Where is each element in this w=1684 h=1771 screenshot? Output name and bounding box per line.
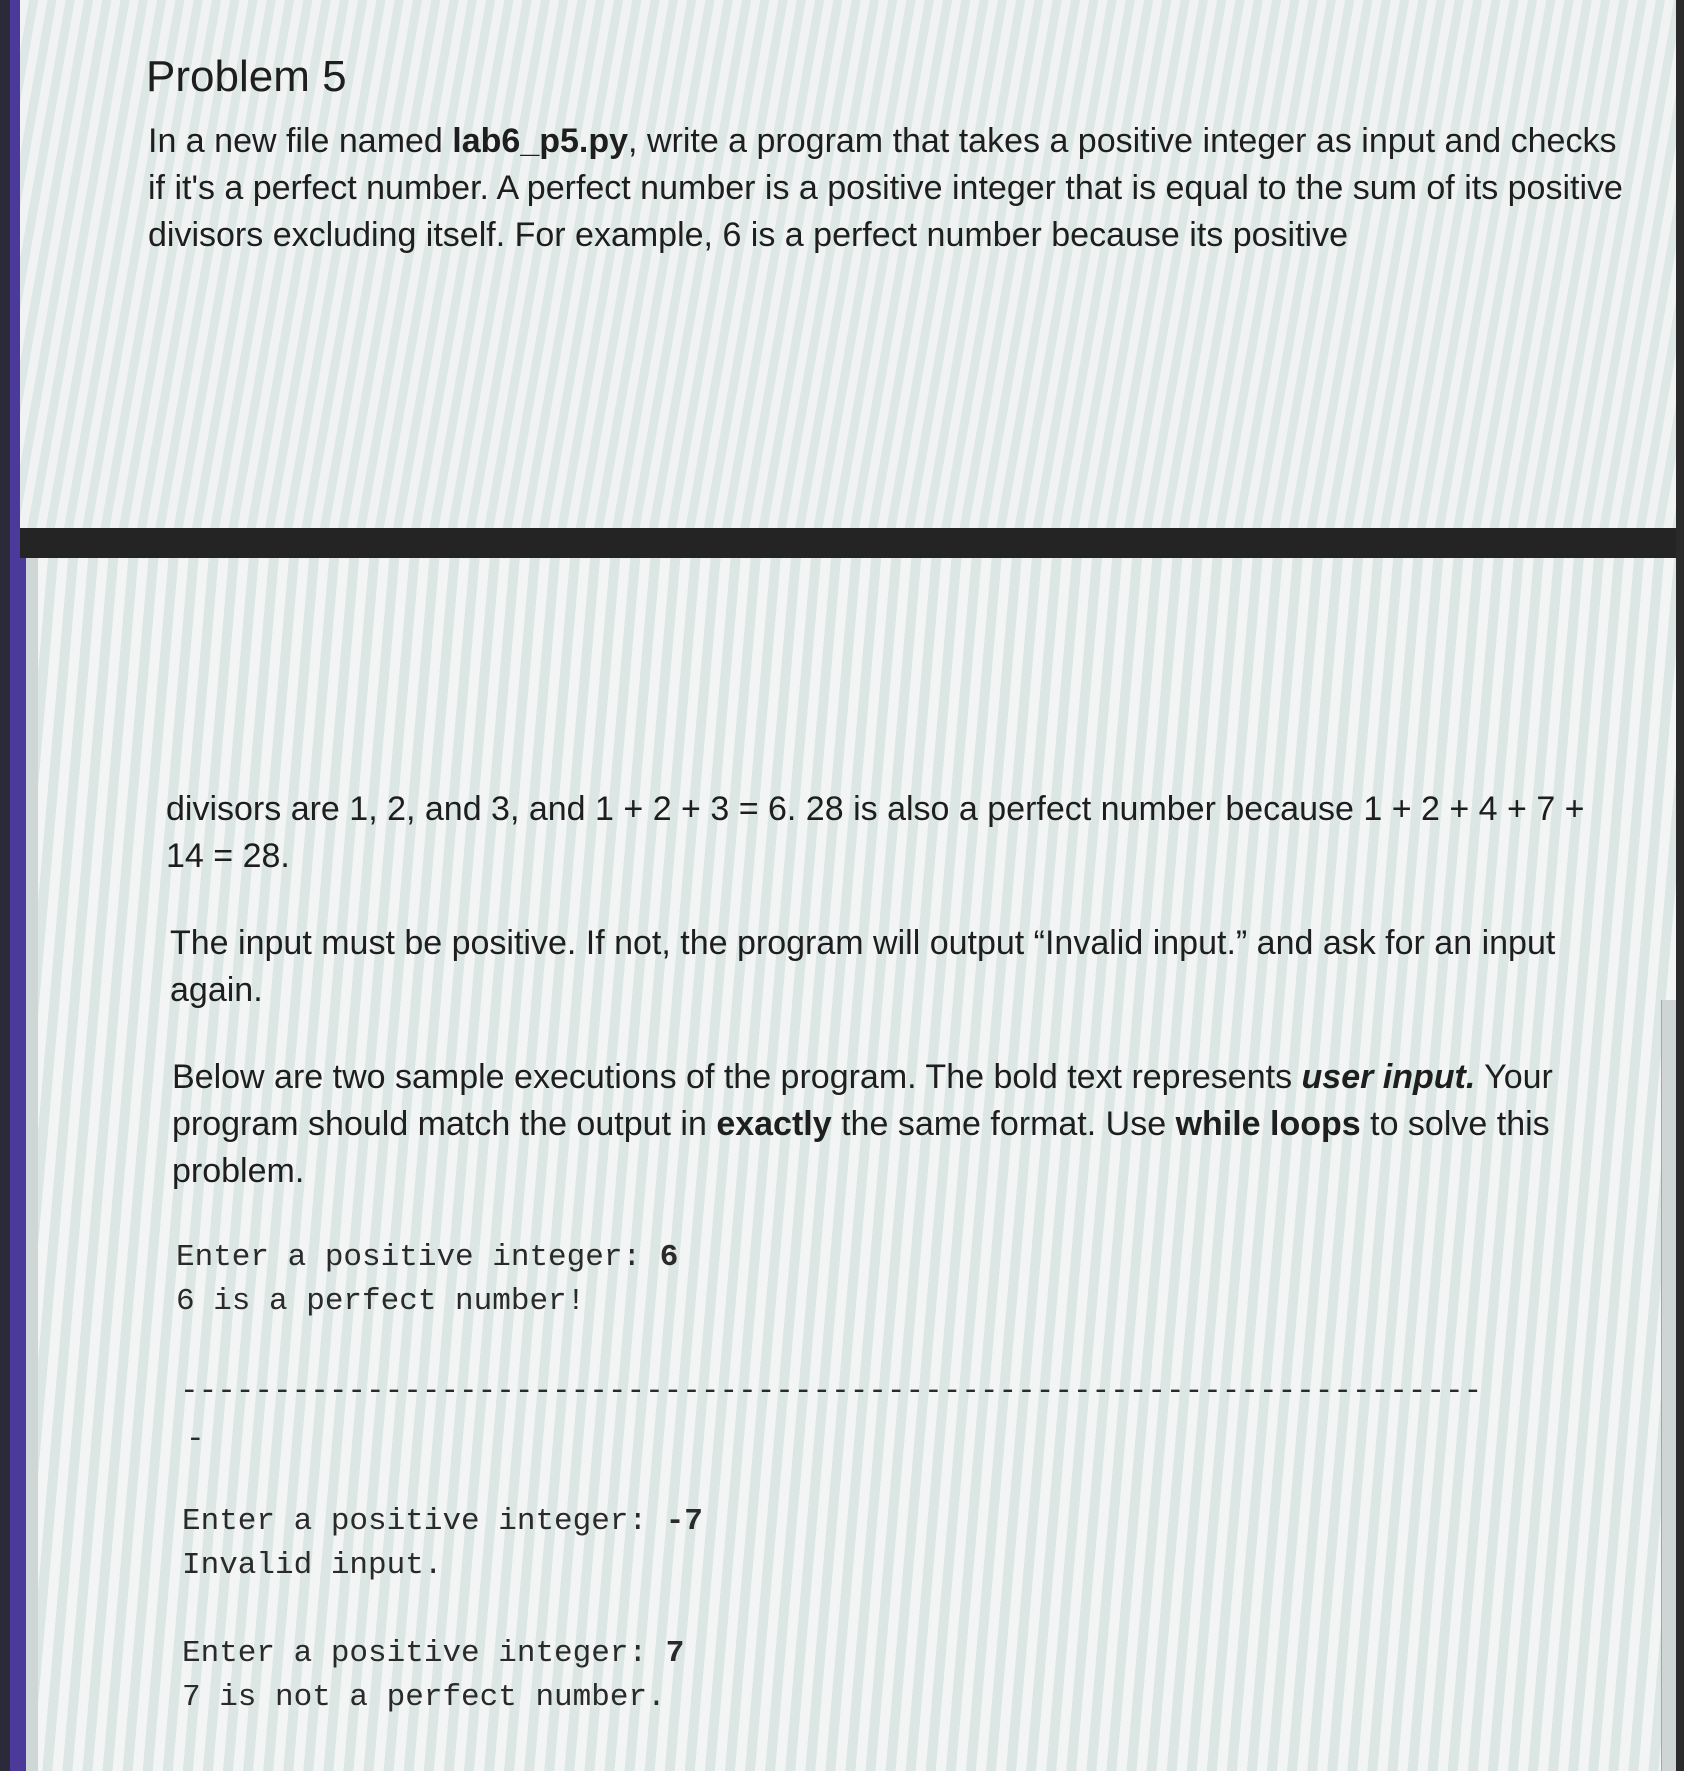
window-edge	[1676, 0, 1684, 1771]
exactly-emphasis: exactly	[716, 1105, 832, 1143]
problem-title: Problem 5	[146, 52, 347, 101]
sample-execution-2b	[182, 1632, 684, 1720]
validation-rule: The input must be positive. If not, the program will output “Invalid input.” and ask for an input again.	[170, 924, 1556, 1009]
panel-divider	[20, 528, 1684, 558]
sample2-prompt-2: Enter a positive integer:	[182, 1636, 666, 1671]
sample2-prompt-1: Enter a positive integer:	[182, 1504, 666, 1539]
sample1-user-input: 6	[659, 1240, 679, 1275]
filename: lab6_p5.py	[452, 122, 629, 160]
instructions	[172, 1054, 1632, 1195]
sample1-output: 6 is a perfect number!	[176, 1284, 586, 1319]
intro-text-1: In a new file named	[148, 122, 453, 160]
sample-separator-tail: -	[186, 1422, 205, 1457]
sample2-output-1: Invalid input.	[182, 1548, 443, 1583]
sample-execution-2a	[182, 1500, 703, 1588]
sample1-prompt: Enter a positive integer:	[176, 1240, 660, 1275]
sample-separator: ----------------------------------------------------------------------	[180, 1374, 1483, 1409]
instructions-text-3: the same format. Use	[831, 1105, 1176, 1143]
scrollbar[interactable]	[1661, 1000, 1676, 1771]
sample2-user-input-1: -7	[665, 1504, 703, 1539]
problem-continuation: divisors are 1, 2, and 3, and 1 + 2 + 3 = 6. 28 is also a perfect number because 1 + 2 + 4 + 7 + 14 = 28.	[166, 790, 1585, 875]
user-input-emphasis: user input.	[1301, 1058, 1476, 1096]
instructions-text-1: Below are two sample executions of the program. The bold text represents	[172, 1058, 1302, 1096]
intro-text-2: , write a program that takes a positive integer as input and checks if it's a perfect number. A perfect number is a positive integer that is equal to the sum of its positive divisors excluding itself. For example, 6 is a perfect number because its positive	[148, 122, 1623, 254]
while-loops-emphasis: while loops	[1175, 1105, 1361, 1143]
instructions-text-4: to solve this problem.	[172, 1105, 1550, 1190]
sample-execution-1	[176, 1236, 678, 1324]
sample2-user-input-2: 7	[665, 1636, 685, 1671]
sample2-output-2: 7 is not a perfect number.	[182, 1680, 666, 1715]
problem-intro	[148, 118, 1628, 259]
instructions-text-2: Your program should match the output in	[172, 1058, 1553, 1143]
